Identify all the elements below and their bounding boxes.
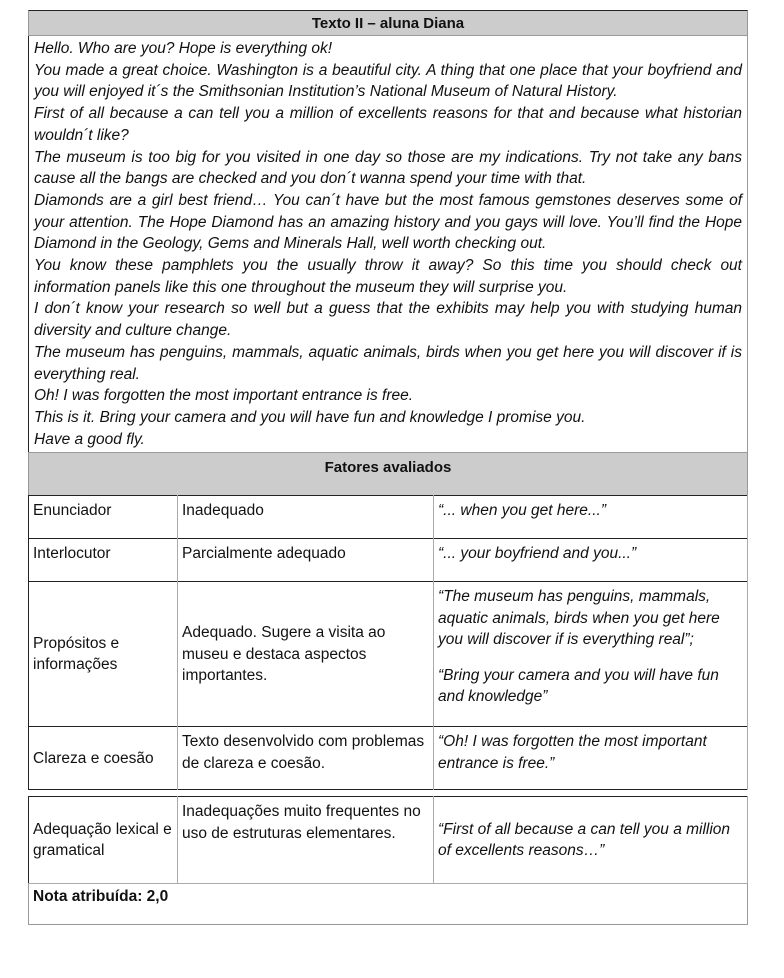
factors-table-continued: [28, 796, 748, 883]
evidence-quote: “Bring your camera and you will have fun and knowledge”: [438, 666, 719, 706]
table-row: [29, 582, 748, 727]
text-paragraph: You made a great choice. Washington is a beautiful city. A thing that one place that your boyfriend and you will enjoyed it´s the Smithsonian Institution’s National Museum of Natural History.: [34, 61, 742, 101]
text-paragraph: Diamonds are a girl best friend… You can´t have but the most famous gemstones deserves some of your attention. The Hope Diamond has an amazing history and you gays will love. You’ll find the Hope Diamond in the Geology, Gems and Minerals Hall, well worth checking out.: [34, 191, 742, 253]
text-paragraph: I don´t know your research so well but a guess that the exhibits may help you with studying human diversity and culture change.: [34, 300, 742, 340]
factor-cell: Propósitos e informações: [29, 582, 178, 727]
evaluation-cell: Adequado. Sugere a visita ao museu e destaca aspectos importantes.: [178, 582, 434, 727]
evidence-cell: “... when you get here...”: [434, 496, 748, 539]
evaluation-document: [28, 10, 748, 925]
evaluation-cell: Parcialmente adequado: [178, 539, 434, 582]
text-paragraph: You know these pamphlets you the usually throw it away? So this time you should check out information panels like this one throughout the museum they will surprise you.: [34, 257, 742, 296]
table-row: [29, 539, 748, 582]
text-paragraph: Hello. Who are you? Hope is everything ok!: [34, 40, 333, 57]
student-text: [28, 36, 748, 452]
text-paragraph: The museum has penguins, mammals, aquatic animals, birds when you get here you will discover if is everything real.: [34, 343, 742, 383]
text-paragraph: This is it. Bring your camera and you will have fun and knowledge I promise you.: [34, 408, 586, 426]
table-row: [29, 727, 748, 790]
text-paragraph: Have a good fly.: [34, 430, 145, 448]
grade-label: Nota atribuída: 2,0: [28, 883, 748, 925]
evaluation-cell: Inadequações muito frequentes no uso de estruturas elementares.: [178, 797, 434, 883]
factor-cell: Interlocutor: [29, 539, 178, 582]
text-paragraph: The museum is too big for you visited in one day so those are my indications. Try not take any bans cause all the bangs are checked and you don´t wanna spend your time with that.: [34, 148, 742, 188]
text-paragraph: First of all because a can tell you a million of excellents reasons for that and because what historian wouldn´t like?: [34, 105, 742, 144]
factor-cell: Adequação lexical e gramatical: [29, 797, 178, 883]
evidence-cell: [434, 582, 748, 727]
evaluation-cell: Inadequado: [178, 496, 434, 539]
evaluation-cell: Texto desenvolvido com problemas de clareza e coesão.: [178, 727, 434, 790]
evidence-cell: “Oh! I was forgotten the most important entrance is free.”: [434, 727, 748, 790]
table-row: [29, 496, 748, 539]
text-paragraph: Oh! I was forgotten the most important entrance is free.: [34, 387, 414, 405]
factor-cell: Enunciador: [29, 496, 178, 539]
table-row: [29, 797, 748, 883]
factors-table: [28, 495, 748, 790]
evidence-cell: “First of all because a can tell you a million of excellents reasons…”: [434, 797, 748, 883]
text-title: Texto II – aluna Diana: [28, 10, 748, 36]
evidence-cell: “... your boyfriend and you...”: [434, 539, 748, 582]
factors-header: Fatores avaliados: [28, 452, 748, 495]
evidence-quote: “The museum has penguins, mammals, aquatic animals, birds when you get here you will discover if is everything real”;: [438, 588, 720, 649]
factor-cell: Clareza e coesão: [29, 727, 178, 790]
